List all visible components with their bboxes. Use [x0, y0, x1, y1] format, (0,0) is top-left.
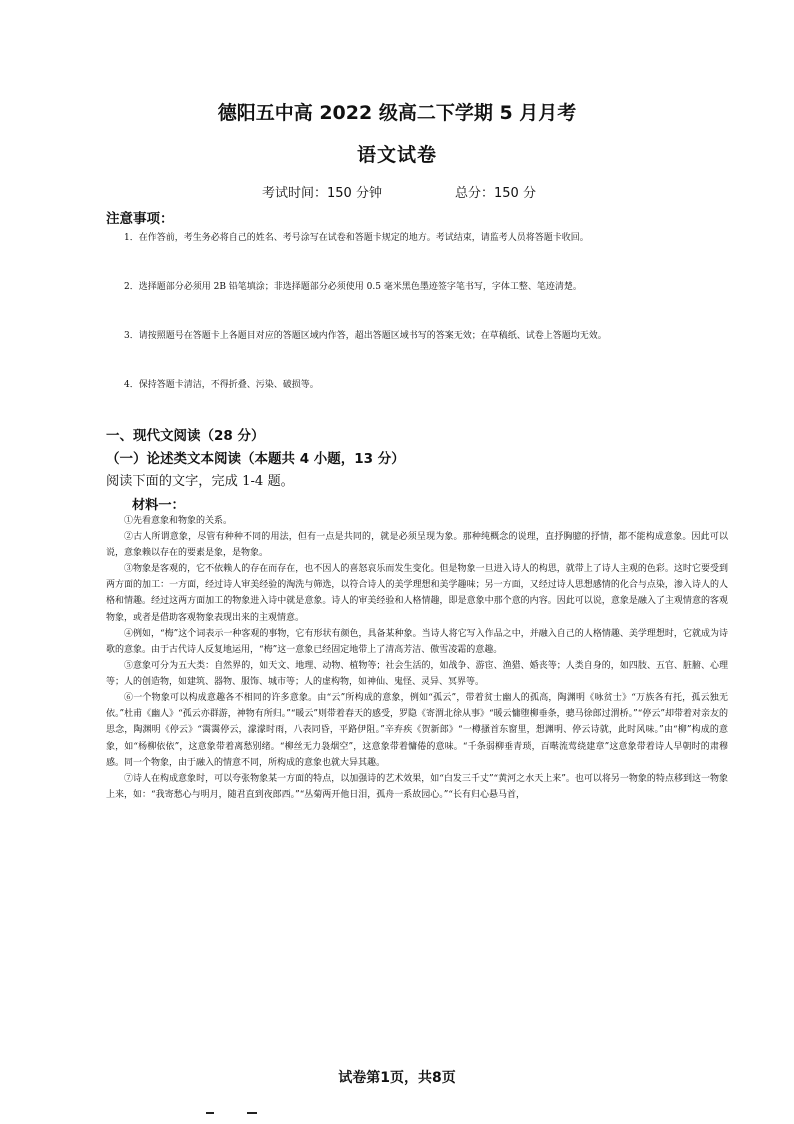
exam-time: 考试时间：150 分钟 — [262, 186, 382, 201]
note-item: 1．在作答前，考生务必将自己的姓名、考号涂写在试卷和答题卡规定的地方。考试结束，请监考人员将答题卡收回。 — [124, 233, 589, 243]
paragraph: ③物象是客观的，它不依赖人的存在而存在，也不因人的喜怒哀乐而发生变化。但是物象一旦进入诗人的构思，就带上了诗人主观的色彩。这时它要受到两方面的加工：一方面，经过诗人审美经验的淘洗与筛选，以符合诗人的美学理想和美学趣味；另一方面，又经过诗人思想感情的化合与点染，渗入诗人的人格和情趣。经过这两方面加工的物象进入诗中就是意象。诗人的审美经验和人格情趣，即是意象中那个意的内容。因此可以说，意象是融入了主观情意的客观物象，或者是借助客观物象表现出来的主观情意。 — [106, 564, 728, 623]
paragraph: ⑥一个物象可以构成意趣各不相同的许多意象。由“云”所构成的意象，例如“孤云”，带着贫士幽人的孤高，陶渊明《咏贫士》“万族各有托，孤云独无依。”杜甫《幽人》“孤云亦群游，神物有所归。”“暖云”则带着春天的感受，罗隐《寄渭北徐从事》“暖云慵堕柳垂条，骢马徐郎过渭桥。”“停云”却带着对亲友的思念，陶渊明《停云》“霭霭停云，濛濛时雨，八表同昏，平路伊阻。”辛弃疾《贺新郎》“一樽搔首东窗里，想渊明、停云诗就，此时风味。”由“柳”构成的意象，如“杨柳依依”，这意象带着离愁别绪。“柳丝无力袅烟空”，这意象带着慵倦的意味。“千条弱柳垂青琐，百啭流莺绕建章”这意象带着诗人早朝时的肃穆感。同一个物象，由于融入的情意不同，所构成的意象也就大异其趣。 — [106, 693, 728, 768]
total-score: 总分：150 分 — [455, 186, 536, 201]
exam-subtitle: 语文试卷 — [356, 144, 437, 166]
section-heading: 一、现代文阅读（28 分） — [106, 428, 265, 444]
note-item: 3．请按照题号在答题卡上各题目对应的答题区域内作答，超出答题区域书写的答案无效；在草稿纸、试卷上答题均无效。 — [124, 331, 607, 341]
note-item: 2．选择题部分必须用 2B 铅笔填涂；非选择题部分必须使用 0.5 毫米黑色墨迹签字笔书写，字体工整、笔迹清楚。 — [124, 282, 582, 292]
scan-mark — [206, 1112, 214, 1114]
paragraph: ⑦诗人在构成意象时，可以夸张物象某一方面的特点，以加强诗的艺术效果，如“白发三千丈”“黄河之水天上来”。也可以将另一物象的特点移到这一物象上来，如：“我寄愁心与明月，随君直到夜郎西。”“丛菊两开他日泪，孤舟一系故园心。”“长有归心悬马首， — [106, 774, 728, 801]
note-item: 4．保持答题卡清洁，不得折叠、污染、破损等。 — [124, 380, 319, 390]
instruction: 阅读下面的文字，完成 1-4 题。 — [106, 474, 294, 489]
scan-mark — [247, 1112, 257, 1114]
paragraph: ④例如，“梅”这个词表示一种客观的事物，它有形状有颜色，具备某种象。当诗人将它写入作品之中，并融入自己的人格情趣、美学理想时，它就成为诗歌的意象。由于古代诗人反复地运用，“梅”这一意象已经固定地带上了清高芳洁、傲雪凌霜的意趣。 — [106, 629, 728, 656]
paragraph: ②古人所谓意象，尽管有种种不同的用法，但有一点是共同的，就是必须呈现为象。那种纯概念的说理，直抒胸臆的抒情，都不能构成意象。因此可以说，意象赖以存在的要素是象，是物象。 — [106, 532, 728, 559]
subsection-heading: （一）论述类文本阅读（本题共 4 小题，13 分） — [106, 451, 405, 467]
paragraph: ⑤意象可分为五大类：自然界的，如天文、地理、动物、植物等；社会生活的，如战争、游宦、渔猎、婚丧等；人类自身的，如四肢、五官、脏腑、心理等；人的创造物，如建筑、器物、服饰、城市等；人的虚构物，如神仙、鬼怪、灵异、冥界等。 — [106, 661, 728, 688]
notes-heading: 注意事项： — [106, 211, 174, 227]
exam-title: 德阳五中高 2022 级高二下学期 5 月月考 — [217, 102, 577, 124]
material-label: 材料一： — [132, 498, 185, 513]
page-footer: 试卷第1页，共8页 — [338, 1070, 456, 1086]
paragraph: ①先看意象和物象的关系。 — [124, 516, 233, 526]
